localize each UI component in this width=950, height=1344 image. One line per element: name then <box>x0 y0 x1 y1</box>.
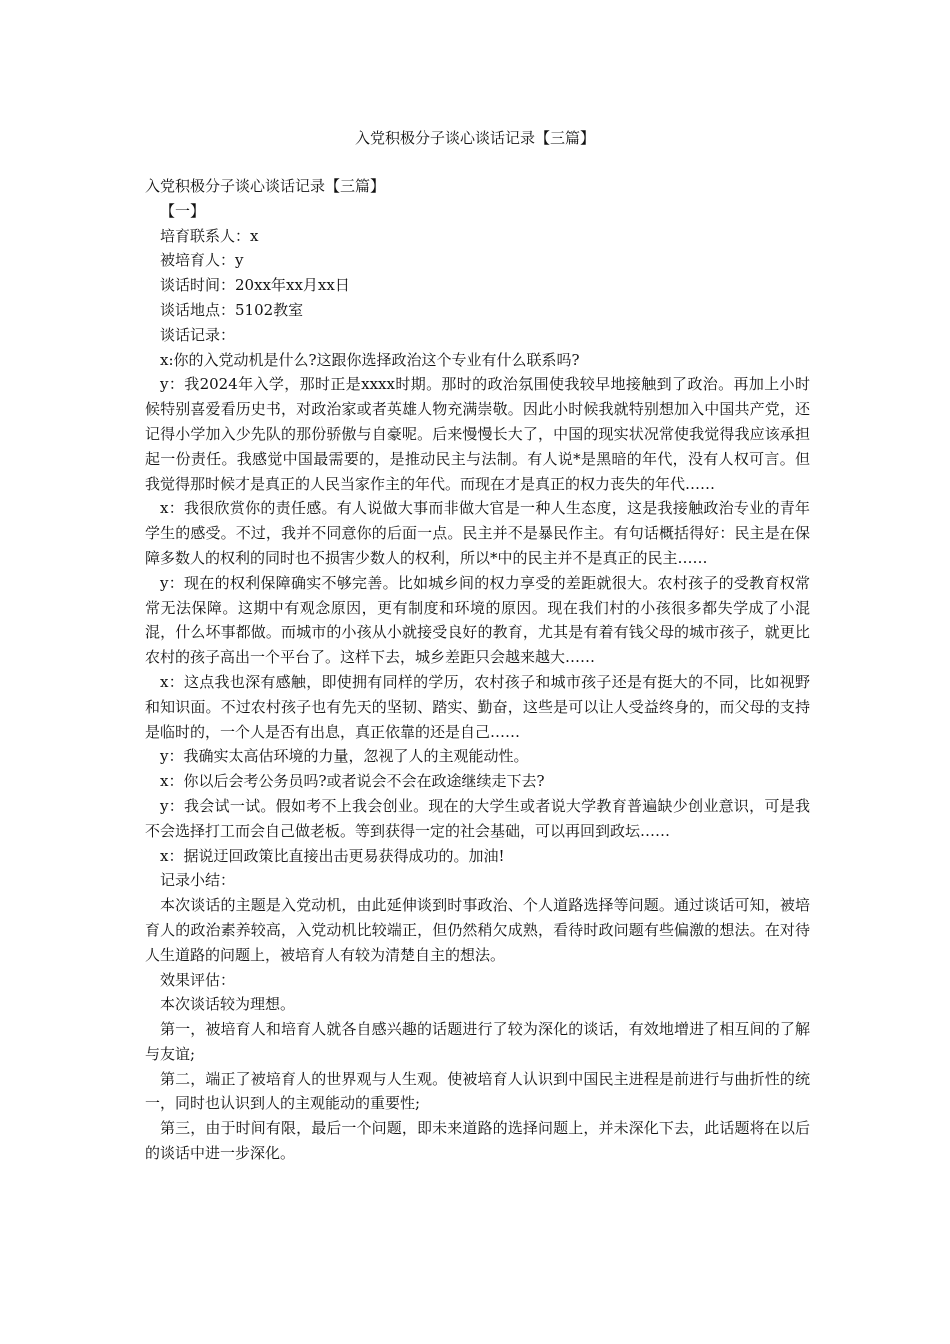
field-location: 谈话地点：5102教室 <box>160 300 304 319</box>
field-mentor: 培育联系人：x <box>160 226 259 245</box>
dialogue-line: y：我确实太高估环境的力量，忽视了人的主观能动性。 <box>160 747 529 766</box>
section-mark: 【一】 <box>160 201 206 220</box>
field-mentee: 被培育人：y <box>160 251 244 270</box>
field-record-label: 谈话记录： <box>160 325 236 344</box>
dialogue-line: y：我会试一试。假如考不上我会创业。现在的大学生或者说大学教育普遍缺少创业意识，可是我不会选择打工而会自己做老板。等到获得一定的社会基础，可以再回到政坛…… <box>145 796 810 840</box>
evaluation-item: 第二，端正了被培育人的世界观与人生观。使被培育人认识到中国民主进程是前进行与曲折性的统一，同时也认识到人的主观能动的重要性; <box>145 1069 810 1113</box>
summary-label: 记录小结： <box>160 871 236 890</box>
dialogue-line: x:你的入党动机是什么?这跟你选择政治这个专业有什么联系吗? <box>160 350 580 369</box>
document-heading: 入党积极分子谈心谈话记录【三篇】 <box>145 177 386 195</box>
dialogue-line: x：我很欣赏你的责任感。有人说做大事而非做大官是一种人生态度，这是我接触政治专业的青年学生的感受。不过，我并不同意你的后面一点。民主并不是暴民作主。有句话概括得好：民主是在保障多数人的权利的同时也不损害少数人的权利，所以*中的民主并不是真正的民主…… <box>145 499 810 567</box>
summary-text: 本次谈话的主题是入党动机，由此延伸谈到时事政治、个人道路选择等问题。通过谈话可知，被培育人的政治素养较高，入党动机比较端正，但仍然稍欠成熟，看待时政问题有些偏激的想法。在对待人生道路的问题上，被培育人有较为清楚自主的想法。 <box>145 896 810 964</box>
evaluation-label: 效果评估： <box>160 970 236 989</box>
evaluation-item: 第一，被培育人和培育人就各自感兴趣的话题进行了较为深化的谈话，有效地增进了相互间的了解与友谊; <box>145 1020 810 1063</box>
dialogue-line: x：你以后会考公务员吗?或者说会不会在政途继续走下去? <box>160 772 545 791</box>
dialogue-line: y：现在的权利保障确实不够完善。比如城乡间的权力享受的差距就很大。农村孩子的受教育权常常无法保障。这期中有观念原因，更有制度和环境的原因。现在我们村的小孩很多都失学成了小混混，什么坏事都做。而城市的小孩从小就接受良好的教育，尤其是有着有钱父母的城市孩子，就更比农村的孩子高出一个平台了。这样下去，城乡差距只会越来越大…… <box>145 573 810 667</box>
dialogue-line: y：我2024年入学，那时正是xxxx时期。那时的政治氛围使我较早地接触到了政治。再加上小时候特别喜爱看历史书，对政治家或者英雄人物充满崇敬。因此小时候我就特别想加入中国共产党，还记得小学加入少先队的那份骄傲与自豪呢。后来慢慢长大了，中国的现实状况常使我觉得我应该承担起一份责任。我感觉中国最需要的，是推动民主与法制。有人说*是黑暗的年代，没有人权可言。但我觉得那时候才是真正的人民当家作主的年代。而现在才是真正的权力丧失的年代…… <box>145 375 810 493</box>
document-body <box>145 174 810 1166</box>
evaluation-item: 本次谈话较为理想。 <box>160 995 296 1014</box>
evaluation-item: 第三，由于时间有限，最后一个问题，即未来道路的选择问题上，并未深化下去，此话题将在以后的谈话中进一步深化。 <box>145 1119 810 1163</box>
page-title: 入党积极分子谈心谈话记录【三篇】 <box>354 129 595 147</box>
field-time: 谈话时间：20xx年xx月xx日 <box>160 276 350 295</box>
dialogue-line: x：这点我也深有感触，即使拥有同样的学历，农村孩子和城市孩子还是有挺大的不同，比如视野和知识面。不过农村孩子也有先天的坚韧、踏实、勤奋，这些是可以让人受益终身的，而父母的支持是临时的，一个人是否有出息，真正依靠的还是自己…… <box>145 672 810 741</box>
dialogue-line: x：据说迂回政策比直接出击更易获得成功的。加油! <box>160 846 505 865</box>
